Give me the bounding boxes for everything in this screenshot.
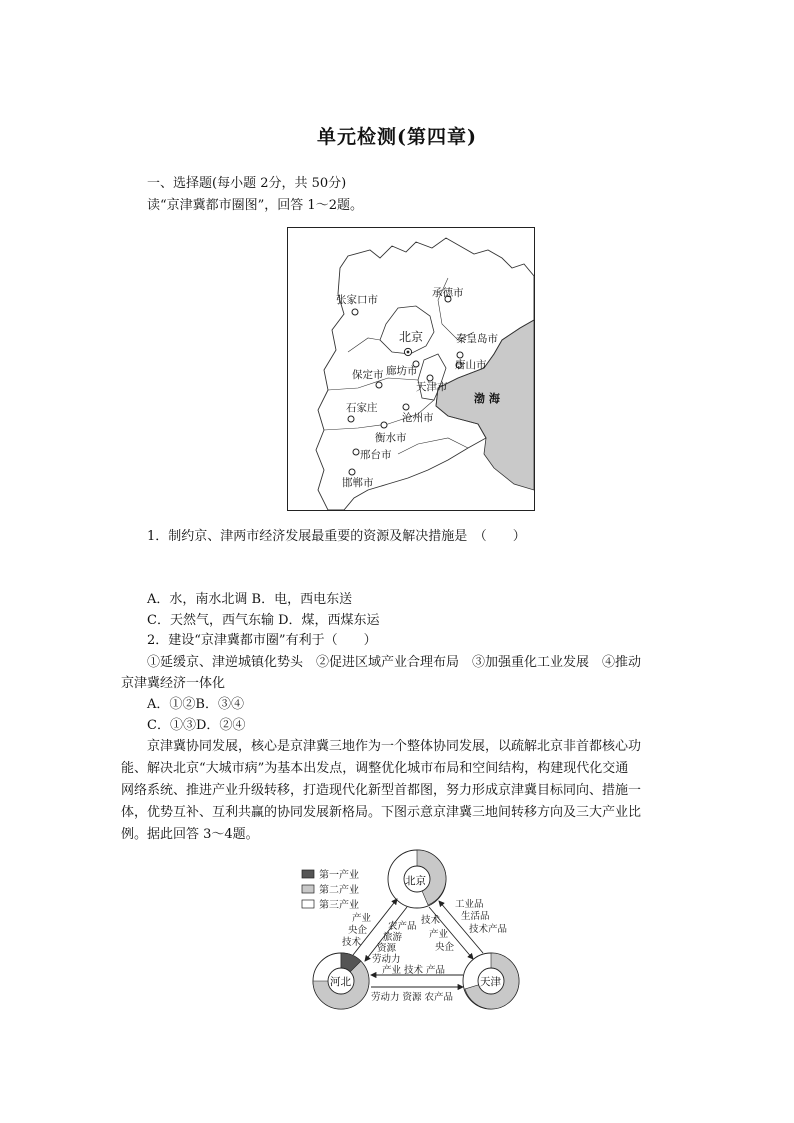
flow-label: 产业 bbox=[429, 929, 449, 940]
city-label: 邢台市 bbox=[360, 449, 392, 461]
passage-line-1: 京津冀协同发展，核心是京津冀三地作为一个整体协同发展，以疏解北京非首都核心功 bbox=[147, 739, 642, 754]
q2-items-line2: 京津冀经济一体化 bbox=[121, 676, 226, 691]
flow-label: 央企 bbox=[435, 942, 455, 953]
legend-swatch-tertiary bbox=[302, 900, 314, 908]
flow-label: 产业 bbox=[352, 913, 372, 924]
city-label: 北京 bbox=[399, 330, 424, 344]
city-label: 张家口市 bbox=[336, 294, 378, 306]
city-marker bbox=[353, 449, 359, 455]
city-label: 邯郸市 bbox=[342, 477, 374, 489]
flow-label: 劳动力 资源 农产品 bbox=[371, 992, 454, 1003]
city-label: 秦皇岛市 bbox=[456, 333, 498, 345]
legend-label: 第二产业 bbox=[319, 885, 359, 896]
hebei-split-4 bbox=[348, 338, 380, 352]
passage-line-4: 体，优势互补、互利共赢的协同发展新格局。下图示意京津冀三地间转移方向及三大产业比 bbox=[121, 805, 642, 820]
flow-label: 农产品 bbox=[388, 921, 417, 932]
city-marker bbox=[376, 382, 382, 388]
node-label: 北京 bbox=[405, 875, 426, 887]
passage-line-5: 例。据此回答 3～4题。 bbox=[121, 827, 259, 842]
q2-items-line1: ①延缓京、津逆城镇化势头 ②促进区域产业合理布局 ③加强重化工业发展 ④推动 bbox=[147, 655, 642, 670]
city-marker bbox=[457, 352, 463, 358]
city-marker bbox=[349, 469, 355, 475]
hebei-ring bbox=[313, 953, 369, 1009]
city-label: 沧州市 bbox=[402, 412, 434, 424]
legend-label: 第一产业 bbox=[319, 870, 359, 881]
beijing-marker-dot bbox=[407, 351, 410, 354]
flow-label: 旅游 bbox=[383, 932, 403, 943]
page-title: 单元检测(第四章) bbox=[317, 126, 477, 148]
bohai-sea bbox=[436, 320, 534, 490]
flow-label: 工业品 bbox=[455, 899, 484, 910]
diagram-svg bbox=[297, 847, 527, 1012]
flow-label: 技术 bbox=[421, 915, 441, 926]
passage-line-2: 能、解决北京“大城市病”为基本出发点，调整优化城市布局和空间结构，构建现代化交通 bbox=[121, 761, 629, 776]
city-marker bbox=[403, 404, 409, 410]
hebei-split-5 bbox=[398, 438, 468, 454]
q1-stem: 1．制约京、津两市经济发展最重要的资源及解决措施是 （ ） bbox=[147, 529, 526, 544]
node-label: 天津 bbox=[480, 976, 501, 988]
flow-label: 劳动力 bbox=[372, 954, 401, 965]
passage-line-3: 网络系统、推进产业升级转移，打造现代化新型首都图，努力形成京津冀目标同向、措施一 bbox=[121, 783, 642, 798]
flow-label: 资源 bbox=[377, 943, 397, 954]
node-label: 河北 bbox=[330, 976, 351, 988]
city-label: 石家庄 bbox=[346, 402, 378, 414]
jingjinji-map bbox=[287, 227, 535, 511]
q2-options-ab: A．①②B．③④ bbox=[147, 697, 244, 712]
transfer-diagram bbox=[297, 847, 527, 1012]
flow-label: 生活品 bbox=[461, 911, 490, 922]
legend-swatch-secondary bbox=[302, 885, 314, 893]
q2-options-cd: C．①③D．②④ bbox=[147, 718, 246, 733]
city-label: 衡水市 bbox=[375, 432, 407, 444]
q2-stem: 2．建设“京津冀都市圈”有利于（ ） bbox=[147, 633, 377, 648]
legend-label: 第三产业 bbox=[319, 900, 359, 911]
section-heading: 一、选择题(每小题 2分，共 50分) bbox=[147, 176, 347, 191]
legend-swatch-primary bbox=[302, 870, 314, 878]
city-label: 承德市 bbox=[432, 287, 464, 299]
flow-label: 央企 bbox=[348, 925, 368, 936]
flow-label: 产业 技术 产品 bbox=[382, 965, 446, 976]
city-label: 天津市 bbox=[416, 381, 448, 393]
map-svg bbox=[288, 228, 534, 510]
tianjin-ring bbox=[463, 953, 519, 1009]
q1-options-ab: A．水，南水北调 B．电，西电东送 bbox=[147, 592, 353, 607]
city-label: 廊坊市 bbox=[386, 365, 418, 377]
q1-options-cd: C．天然气，西气东输 D．煤，西煤东运 bbox=[147, 613, 380, 628]
flow-label: 技术产品 bbox=[469, 924, 508, 935]
sea-label: 渤 海 bbox=[474, 392, 500, 405]
city-marker bbox=[348, 416, 354, 422]
city-label: 唐山市 bbox=[455, 359, 487, 371]
legend bbox=[302, 868, 359, 911]
city-marker bbox=[381, 422, 387, 428]
flow-label: 技术 bbox=[342, 937, 362, 948]
intro-1: 读“京津冀都市圈图”，回答 1～2题。 bbox=[147, 198, 363, 213]
city-marker bbox=[352, 309, 358, 315]
city-label: 保定市 bbox=[352, 369, 384, 381]
